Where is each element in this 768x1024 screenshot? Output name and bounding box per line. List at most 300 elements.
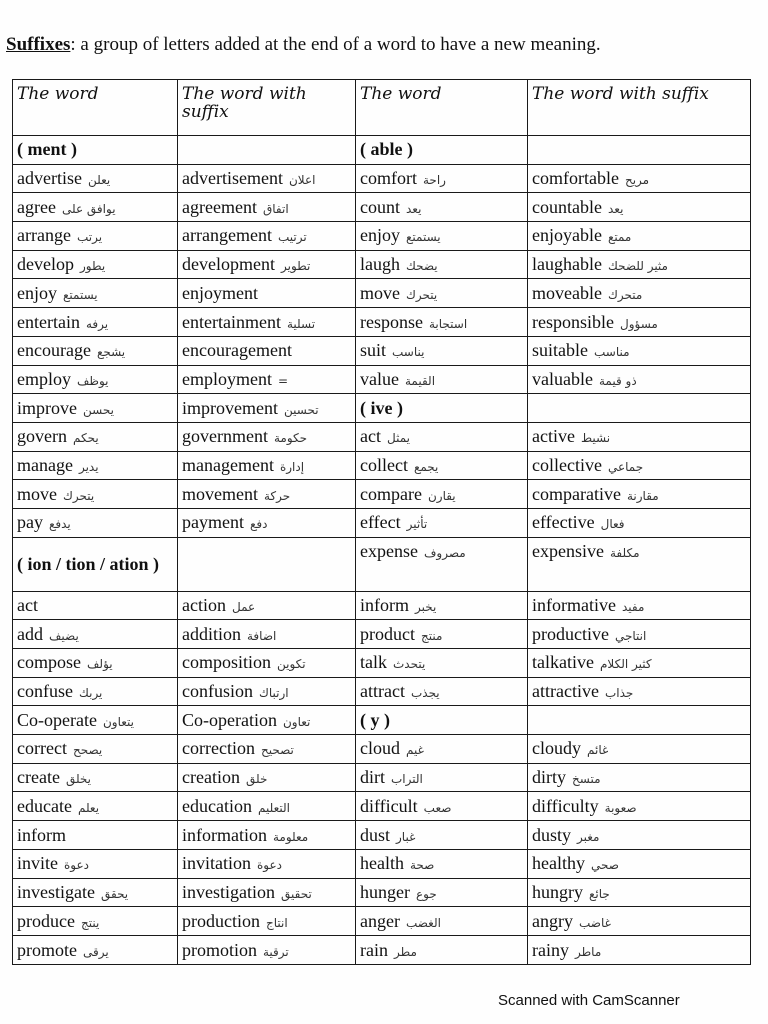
scanner-watermark: Scanned with CamScanner (498, 992, 680, 1009)
cell-text: expense (360, 540, 418, 561)
cell-text: ( ment ) (17, 139, 77, 160)
cell-suffix-1 (178, 164, 356, 193)
cell-word-1 (13, 136, 178, 165)
table-row (13, 706, 751, 735)
handwritten-translation: مسؤول (619, 316, 658, 331)
cell-suffix-2 (528, 878, 751, 907)
cell-word-2 (356, 537, 528, 591)
cell-suffix-1 (178, 365, 356, 394)
cell-text: enjoyable (532, 225, 602, 246)
cell-word-2 (356, 620, 528, 649)
cell-text: encouragement (182, 340, 292, 361)
cell-text: produce (17, 910, 75, 931)
handwritten-translation: يتعاون (102, 714, 134, 729)
handwritten-translation: يحكم (72, 431, 99, 446)
handwritten-translation: مكلفة (609, 545, 640, 560)
cell-word-1 (13, 480, 178, 509)
cell-word-1 (13, 537, 178, 591)
handwritten-translation: انتاج (266, 915, 288, 930)
title-definition: : a group of letters added at the end of a word to have a new meaning. (70, 34, 601, 55)
cell-word-1 (13, 222, 178, 251)
cell-text: addition (182, 623, 241, 644)
handwritten-translation: صعوبة (604, 800, 637, 815)
handwritten-translation: يتحدث (393, 657, 426, 672)
cell-word-1 (13, 735, 178, 764)
handwritten-translation: دعوة (64, 858, 89, 873)
handwritten-translation: يصحح (72, 743, 103, 758)
table-row (13, 508, 751, 537)
cell-word-2 (356, 849, 528, 878)
cell-word-1 (13, 620, 178, 649)
handwritten-translation: يعد (406, 201, 422, 216)
cell-word-2 (356, 365, 528, 394)
cell-word-1 (13, 849, 178, 878)
cell-text: improve (17, 397, 77, 418)
handwritten-translation: اضافة (247, 628, 277, 643)
cell-suffix-1 (178, 935, 356, 964)
handwritten-translation: يضحك (406, 259, 438, 274)
cell-text: valuable (532, 368, 593, 389)
suffix-table (12, 79, 751, 965)
handwritten-translation: ترتيب (277, 230, 307, 245)
handwritten-translation: ينتج (80, 915, 100, 930)
cell-text: talk (360, 652, 387, 673)
cell-suffix-1 (178, 451, 356, 480)
cell-text: attract (360, 681, 405, 702)
cell-suffix-1 (178, 735, 356, 764)
cell-text: attractive (532, 681, 599, 702)
handwritten-translation: مفيد (621, 600, 645, 615)
cell-text: difficulty (532, 795, 599, 816)
handwritten-translation: تسلية (286, 316, 316, 331)
cell-text: correct (17, 738, 67, 759)
cell-suffix-2 (528, 365, 751, 394)
table-row (13, 763, 751, 792)
handwritten-translation: راحة (422, 173, 446, 188)
cell-word-2 (356, 821, 528, 850)
handwritten-translation: يخلق (65, 772, 92, 787)
cell-word-2 (356, 907, 528, 936)
cell-text: Co-operate (17, 709, 97, 730)
cell-suffix-2 (528, 308, 751, 337)
cell-suffix-2 (528, 763, 751, 792)
cell-text: act (360, 426, 381, 447)
cell-word-2 (356, 336, 528, 365)
cell-text: effect (360, 512, 401, 533)
handwritten-translation: مثير للضحك (607, 259, 668, 274)
handwritten-translation: يدفع (49, 517, 71, 532)
cell-word-2 (356, 422, 528, 451)
cell-word-1 (13, 336, 178, 365)
cell-suffix-1 (178, 620, 356, 649)
cell-text: movement (182, 483, 258, 504)
cell-text: comfortable (532, 168, 619, 189)
cell-word-1 (13, 308, 178, 337)
page-title (6, 34, 601, 56)
cell-suffix-2 (528, 821, 751, 850)
table-row (13, 222, 751, 251)
handwritten-translation: التعليم (257, 800, 290, 815)
cell-word-2 (356, 878, 528, 907)
handwritten-translation: يجمع (413, 459, 439, 474)
cell-text: compose (17, 652, 81, 673)
cell-text: promote (17, 939, 77, 960)
cell-text: angry (532, 910, 573, 931)
cell-word-2 (356, 935, 528, 964)
handwritten-translation: مصروف (423, 545, 466, 560)
cell-word-1 (13, 878, 178, 907)
handwritten-translation: استجابة (428, 316, 468, 331)
cell-text: ( y ) (360, 709, 390, 730)
handwritten-translation: معلومة (272, 829, 309, 844)
cell-suffix-1 (178, 394, 356, 423)
handwritten-translation: إدارة (279, 459, 305, 474)
handwritten-translation: يتحرك (406, 287, 438, 302)
table-row (13, 735, 751, 764)
cell-suffix-2 (528, 849, 751, 878)
cell-suffix-2 (528, 250, 751, 279)
cell-text: create (17, 767, 60, 788)
cell-word-1 (13, 451, 178, 480)
cell-suffix-2 (528, 706, 751, 735)
cell-text: information (182, 824, 267, 845)
cell-text: rain (360, 939, 388, 960)
cell-suffix-2 (528, 649, 751, 678)
table-row (13, 394, 751, 423)
cell-text: value (360, 368, 399, 389)
handwritten-translation: مقارنة (626, 488, 659, 503)
cell-text: moveable (532, 282, 602, 303)
table-row (13, 136, 751, 165)
cell-suffix-2 (528, 935, 751, 964)
cell-text: informative (532, 595, 616, 616)
cell-word-1 (13, 649, 178, 678)
table-body (13, 136, 751, 965)
cell-text: education (182, 795, 252, 816)
cell-text: dusty (532, 824, 572, 845)
handwritten-translation: تكوين (277, 657, 306, 672)
handwritten-translation: يمثل (386, 431, 410, 446)
table-row (13, 193, 751, 222)
cell-text: cloud (360, 738, 400, 759)
cell-suffix-1 (178, 763, 356, 792)
cell-text: agree (17, 196, 56, 217)
cell-word-2 (356, 394, 528, 423)
cell-word-2 (356, 250, 528, 279)
cell-word-1 (13, 935, 178, 964)
cell-word-2 (356, 706, 528, 735)
cell-word-2 (356, 763, 528, 792)
table-row (13, 365, 751, 394)
handwritten-translation: التراب (391, 772, 423, 787)
handwritten-translation: خلق (245, 772, 268, 787)
handwritten-translation: تطوير (280, 259, 311, 274)
handwritten-translation: حكومة (273, 431, 308, 446)
cell-text: suit (360, 340, 387, 361)
title-term: Suffixes (6, 34, 71, 55)
cell-suffix-2 (528, 735, 751, 764)
handwritten-translation: الغضب (405, 915, 441, 930)
handwritten-translation: اعلان (288, 173, 316, 188)
cell-text: compare (360, 483, 422, 504)
cell-text: inform (17, 824, 66, 845)
cell-text: employment (182, 368, 272, 389)
cell-text: govern (17, 426, 67, 447)
cell-text: ( ive ) (360, 397, 403, 418)
handwritten-translation: انتاجي (614, 628, 647, 643)
handwritten-translation: يضيف (49, 628, 79, 643)
cell-text: ( able ) (360, 139, 413, 160)
handwritten-translation: حركة (263, 488, 291, 503)
handwritten-translation: غاضب (578, 915, 611, 930)
cell-suffix-2 (528, 537, 751, 591)
cell-text: enjoy (360, 225, 400, 246)
cell-word-2 (356, 480, 528, 509)
handwritten-translation: غائم (587, 743, 609, 758)
cell-suffix-2 (528, 422, 751, 451)
cell-text: productive (532, 623, 609, 644)
cell-text: government (182, 426, 268, 447)
cell-text: move (17, 483, 57, 504)
cell-text: comfort (360, 168, 417, 189)
handwritten-translation: منتج (420, 628, 443, 643)
cell-word-1 (13, 591, 178, 620)
cell-word-2 (356, 279, 528, 308)
handwritten-translation: متحرك (607, 287, 643, 302)
table-row (13, 164, 751, 193)
cell-text: responsible (532, 311, 614, 332)
cell-text: rainy (532, 939, 569, 960)
cell-text: health (360, 853, 404, 874)
table-row (13, 451, 751, 480)
header-row (13, 80, 751, 136)
cell-text: laugh (360, 254, 400, 275)
handwritten-translation: يتحرك (63, 488, 95, 503)
cell-suffix-1 (178, 279, 356, 308)
cell-text: difficult (360, 795, 418, 816)
cell-text: arrangement (182, 225, 272, 246)
header-suffix-2: The word with suffix (528, 80, 751, 136)
table-row (13, 849, 751, 878)
cell-suffix-2 (528, 620, 751, 649)
cell-suffix-2 (528, 136, 751, 165)
cell-suffix-1 (178, 250, 356, 279)
handwritten-translation: يستمتع (63, 287, 98, 302)
table-row (13, 620, 751, 649)
handwritten-translation: يقارن (427, 488, 456, 503)
cell-text: confuse (17, 681, 73, 702)
cell-text: employ (17, 368, 71, 389)
cell-text: Co-operation (182, 709, 277, 730)
cell-text: develop (17, 254, 74, 275)
cell-text: act (17, 595, 38, 616)
cell-suffix-1 (178, 677, 356, 706)
cell-text: active (532, 426, 575, 447)
cell-text: laughable (532, 254, 602, 275)
cell-text: anger (360, 910, 400, 931)
header-word-2: The word (356, 80, 528, 136)
handwritten-translation: فعال (600, 517, 625, 532)
cell-text: entertainment (182, 311, 281, 332)
cell-word-2 (356, 735, 528, 764)
header-suffix-1: The word with suffix (178, 80, 356, 136)
table-row (13, 649, 751, 678)
handwritten-translation: تعاون (282, 714, 311, 729)
cell-text: suitable (532, 340, 588, 361)
table-row (13, 878, 751, 907)
cell-text: action (182, 595, 226, 616)
handwritten-translation: نشيط (580, 431, 611, 446)
handwritten-translation: صحي (590, 858, 619, 873)
handwritten-translation: غيم (406, 743, 424, 758)
handwritten-translation: يؤلف (86, 657, 113, 672)
cell-text: advertisement (182, 168, 283, 189)
cell-suffix-1 (178, 422, 356, 451)
table-row (13, 821, 751, 850)
cell-word-1 (13, 907, 178, 936)
handwritten-translation: اتفاق (262, 201, 289, 216)
table-row (13, 537, 751, 591)
cell-word-2 (356, 591, 528, 620)
handwritten-translation: ارتباك (259, 686, 289, 701)
cell-text: comparative (532, 483, 621, 504)
handwritten-translation: جوع (415, 886, 437, 901)
cell-text: inform (360, 595, 409, 616)
cell-word-2 (356, 222, 528, 251)
cell-suffix-1 (178, 136, 356, 165)
cell-text: improvement (182, 397, 278, 418)
cell-text: ( ion / tion / ation ) (17, 553, 160, 574)
cell-suffix-2 (528, 591, 751, 620)
cell-word-2 (356, 164, 528, 193)
cell-text: enjoy (17, 282, 57, 303)
cell-text: invitation (182, 853, 251, 874)
cell-suffix-1 (178, 222, 356, 251)
table-row (13, 250, 751, 279)
handwritten-translation: جائع (589, 886, 610, 901)
cell-word-1 (13, 792, 178, 821)
cell-suffix-1 (178, 508, 356, 537)
cell-text: effective (532, 512, 595, 533)
cell-text: move (360, 282, 400, 303)
cell-text: investigation (182, 881, 275, 902)
cell-suffix-2 (528, 792, 751, 821)
handwritten-translation: يرقى (83, 944, 109, 959)
table-row (13, 422, 751, 451)
handwritten-translation: عمل (231, 600, 256, 615)
table-row (13, 907, 751, 936)
handwritten-translation: يدير (78, 459, 99, 474)
handwritten-translation: القيمة (404, 373, 436, 388)
cell-text: expensive (532, 540, 604, 561)
handwritten-translation: جذاب (604, 686, 634, 701)
cell-suffix-2 (528, 394, 751, 423)
table-row (13, 336, 751, 365)
handwritten-translation: يرفه (85, 316, 109, 331)
cell-word-1 (13, 365, 178, 394)
handwritten-translation: يشجع (96, 345, 126, 360)
handwritten-translation: مطر (393, 944, 417, 959)
cell-text: manage (17, 454, 73, 475)
cell-text: hungry (532, 881, 583, 902)
cell-word-2 (356, 649, 528, 678)
cell-text: composition (182, 652, 271, 673)
cell-word-1 (13, 164, 178, 193)
handwritten-translation: تصحيح (260, 743, 294, 758)
handwritten-translation: ماطر (574, 944, 602, 959)
cell-word-2 (356, 193, 528, 222)
handwritten-translation: تحقيق (281, 886, 312, 901)
cell-suffix-2 (528, 677, 751, 706)
cell-word-1 (13, 394, 178, 423)
cell-text: talkative (532, 652, 594, 673)
cell-text: dirty (532, 767, 566, 788)
cell-suffix-2 (528, 480, 751, 509)
handwritten-translation: ذو قيمة (598, 373, 637, 388)
cell-text: arrange (17, 225, 71, 246)
table-row (13, 308, 751, 337)
cell-suffix-1 (178, 537, 356, 591)
cell-text: count (360, 196, 400, 217)
cell-text: management (182, 454, 274, 475)
handwritten-translation: يناسب (392, 345, 425, 360)
handwritten-translation: ترقية (263, 944, 289, 959)
cell-word-2 (356, 677, 528, 706)
handwritten-translation: صعب (423, 800, 452, 815)
cell-text: promotion (182, 939, 257, 960)
handwritten-translation: متسخ (572, 772, 601, 787)
cell-text: dirt (360, 767, 385, 788)
cell-text: collect (360, 454, 408, 475)
cell-text: cloudy (532, 738, 581, 759)
cell-word-2 (356, 792, 528, 821)
cell-suffix-1 (178, 193, 356, 222)
handwritten-translation: يجذب (410, 686, 440, 701)
handwritten-translation: جماعي (607, 459, 644, 474)
cell-suffix-2 (528, 222, 751, 251)
cell-word-1 (13, 706, 178, 735)
cell-suffix-1 (178, 308, 356, 337)
cell-word-1 (13, 508, 178, 537)
handwritten-translation: تأثير (406, 517, 428, 532)
cell-text: product (360, 623, 415, 644)
handwritten-translation: غبار (396, 829, 416, 844)
cell-word-2 (356, 451, 528, 480)
cell-word-1 (13, 250, 178, 279)
cell-suffix-1 (178, 649, 356, 678)
table-row (13, 591, 751, 620)
cell-text: pay (17, 512, 43, 533)
handwritten-translation: صحة (409, 858, 435, 873)
suffix-table-container (12, 79, 750, 965)
handwritten-translation: يطور (79, 259, 106, 274)
cell-word-1 (13, 763, 178, 792)
cell-text: educate (17, 795, 72, 816)
cell-suffix-2 (528, 336, 751, 365)
handwritten-translation: دفع (249, 517, 268, 532)
cell-word-1 (13, 821, 178, 850)
cell-text: invite (17, 853, 58, 874)
cell-text: response (360, 311, 423, 332)
cell-text: hunger (360, 881, 410, 902)
handwritten-translation: تحسين (283, 402, 319, 417)
table-row (13, 935, 751, 964)
cell-text: agreement (182, 196, 257, 217)
cell-text: development (182, 254, 275, 275)
cell-text: investigate (17, 881, 95, 902)
cell-suffix-2 (528, 279, 751, 308)
cell-text: healthy (532, 853, 585, 874)
